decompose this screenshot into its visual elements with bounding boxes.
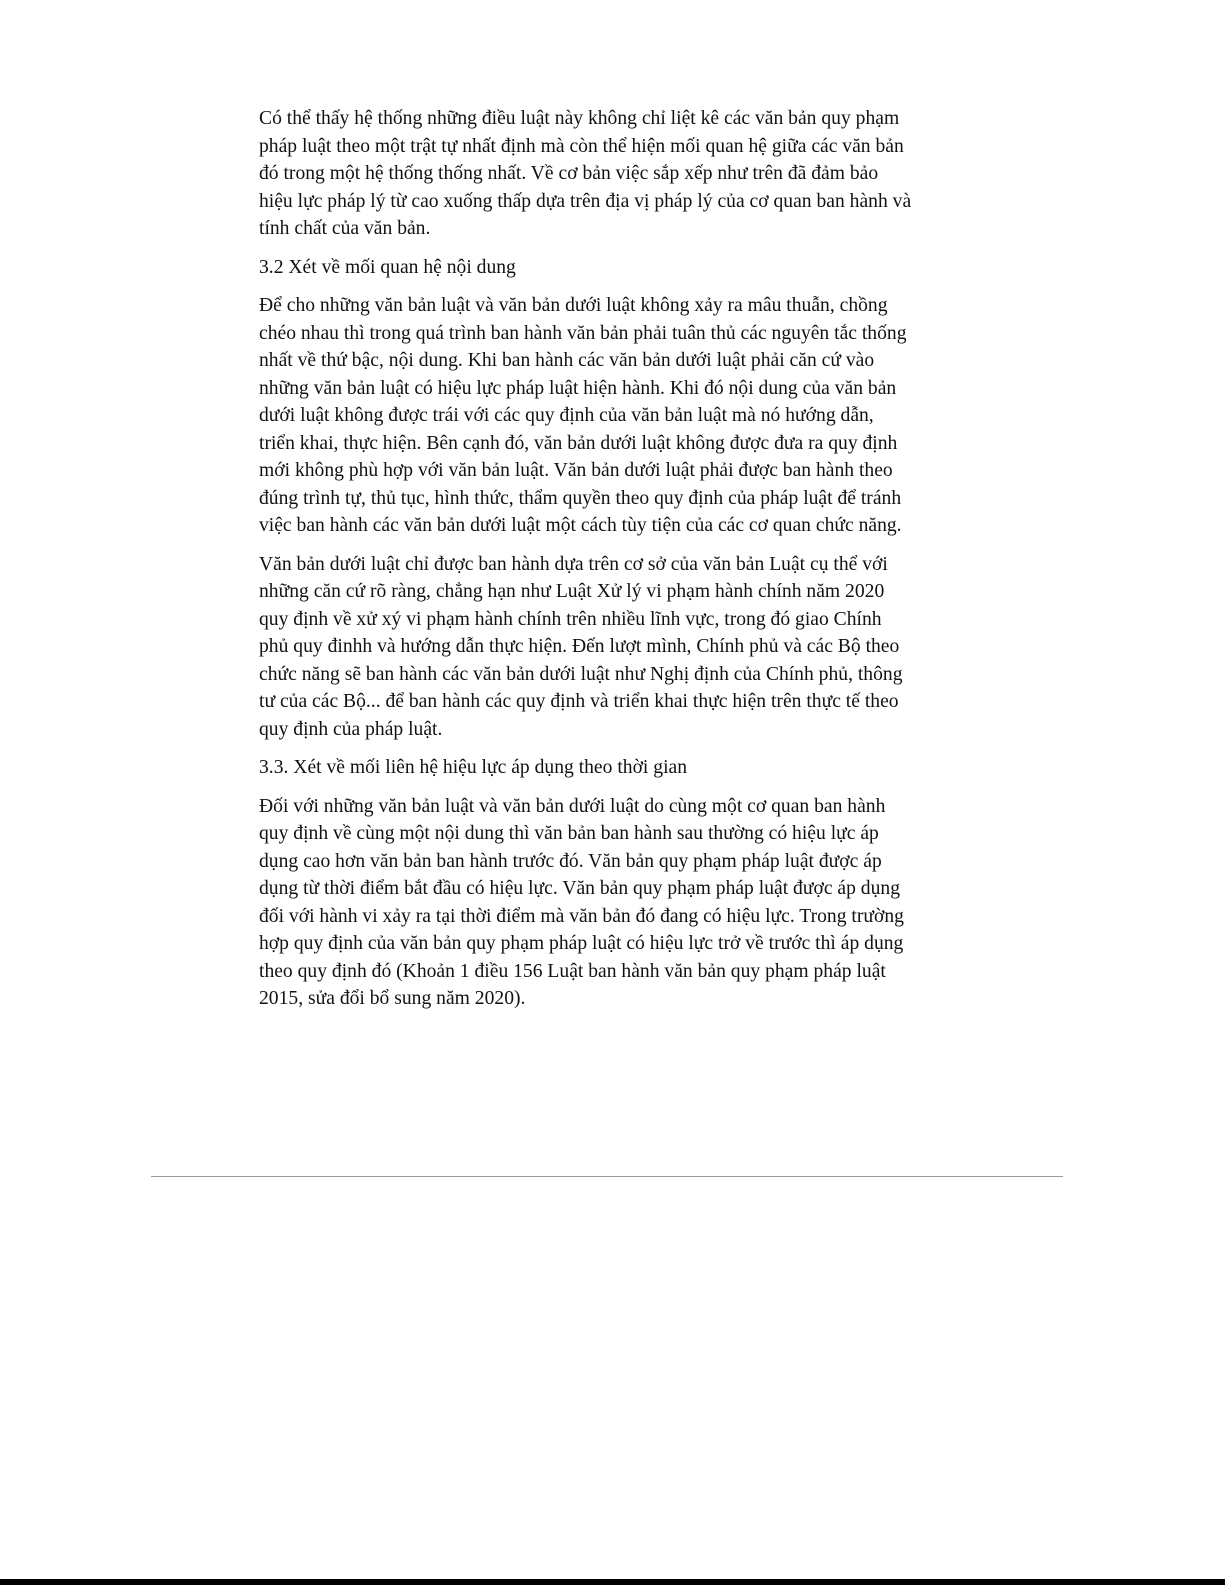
paragraph-legal-hierarchy: Có thể thấy hệ thống những điều luật này không chỉ liệt kê các văn bản quy phạm pháp luật theo một trật tự nhất định mà còn thể hiện mối quan hệ giữa các văn bản đó trong một hệ thống thống nhất. Về cơ bản việc sắp xếp như trên đã đảm bảo hiệu lực pháp lý từ cao xuống thấp dựa trên địa vị pháp lý của cơ quan ban hành và tính chất của văn bản. <box>259 108 912 239</box>
paragraph-content-relationship: Để cho những văn bản luật và văn bản dưới luật không xảy ra mâu thuẫn, chồng chéo nhau thì trong quá trình ban hành văn bản phải tuân thủ các nguyên tắc thống nhất về thứ bậc, nội dung. Khi ban hành các văn bản dưới luật phải căn cứ vào những văn bản luật có hiệu lực pháp luật hiện hành. Khi đó nội dung của văn bản dưới luật không được trái với các quy định của văn bản luật mà nó hướng dẫn, triển khai, thực hiện. Bên cạnh đó, văn bản dưới luật không được đưa ra quy định mới không phù hợp với văn bản luật. Văn bản dưới luật phải được ban hành theo đúng trình tự, thủ tục, hình thức, thẩm quyền theo quy định của pháp luật để tránh việc ban hành các văn bản dưới luật một cách tùy tiện của các cơ quan chức năng. <box>259 295 907 536</box>
bottom-edge-bar <box>0 1579 1225 1585</box>
page-divider <box>151 1176 1063 1177</box>
paragraph-sub-law-basis: Văn bản dưới luật chỉ được ban hành dựa trên cơ sở của văn bản Luật cụ thể với những căn cứ rõ ràng, chẳng hạn như Luật Xử lý vi phạm hành chính năm 2020 quy định về xử xý vi phạm hành chính trên nhiều lĩnh vực, trong đó giao Chính phủ quy đinhh và hướng dẫn thực hiện. Đến lượt mình, Chính phủ và các Bộ theo chức năng sẽ ban hành các văn bản dưới luật như Nghị định của Chính phủ, thông tư của các Bộ... để ban hành các quy định và triển khai thực hiện trên thực tế theo quy định của pháp luật. <box>259 553 903 740</box>
section-heading-3-2: 3.2 Xét về mối quan hệ nội dung <box>259 256 516 278</box>
document-body <box>259 105 959 1024</box>
paragraph-time-validity: Đối với những văn bản luật và văn bản dưới luật do cùng một cơ quan ban hành quy định về cùng một nội dung thì văn bản ban hành sau thường có hiệu lực áp dụng cao hơn văn bản ban hành trước đó. Văn bản quy phạm pháp luật được áp dụng từ thời điểm bắt đầu có hiệu lực. Văn bản quy phạm pháp luật được áp dụng đối với hành vi xảy ra tại thời điểm mà văn bản đó đang có hiệu lực. Trong trường hợp quy định của văn bản quy phạm pháp luật có hiệu lực trở về trước thì áp dụng theo quy định đó (Khoản 1 điều 156 Luật ban hành văn bản quy phạm pháp luật 2015, sửa đổi bổ sung năm 2020). <box>259 795 904 1009</box>
section-heading-3-3: 3.3. Xét về mối liên hệ hiệu lực áp dụng theo thời gian <box>259 757 688 778</box>
